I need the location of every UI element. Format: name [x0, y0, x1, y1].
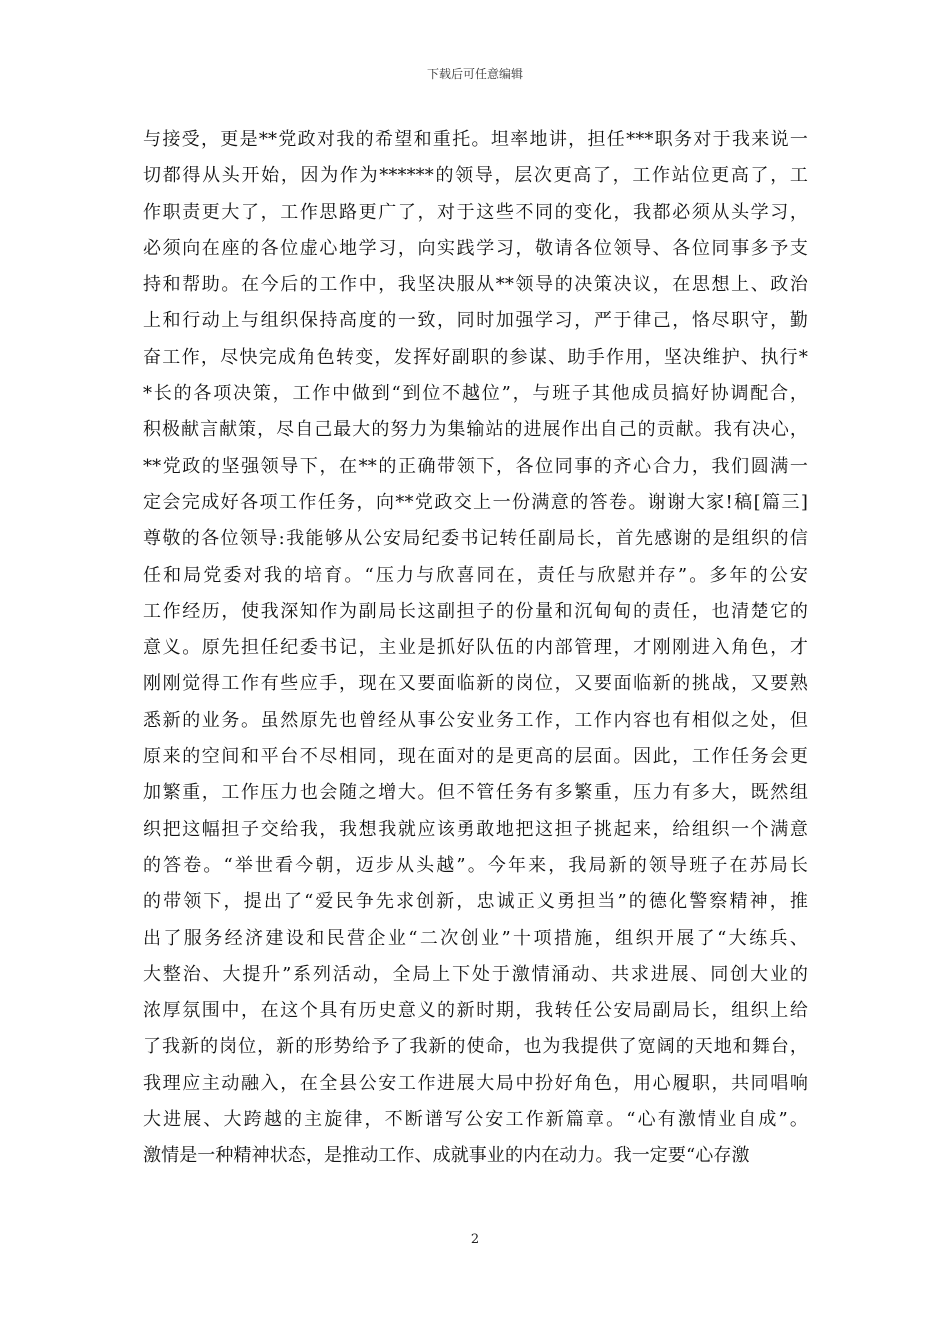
body-line-14: 工作经历，使我深知作为副局长这副担子的份量和沉甸甸的责任，也清楚它的 [143, 600, 808, 622]
body-line-21: 的答卷。“举世看今朝，迈步从头越”。今年来，我局新的领导班子在苏局长 [143, 854, 808, 876]
body-line-8: *长的各项决策，工作中做到“到位不越位”，与班子其他成员搞好协调配合， [143, 383, 808, 405]
body-line-15: 意义。原先担任纪委书记，主业是抓好队伍的内部管理，才刚刚进入角色，才 [143, 637, 808, 659]
body-line-25: 浓厚氛围中，在这个具有历史意义的新时期，我转任公安局副局长，组织上给 [143, 1000, 808, 1022]
body-line-22: 的带领下，提出了“爱民争先求创新，忠诚正义勇担当”的德化警察精神，推 [143, 891, 808, 913]
body-line-17: 悉新的业务。虽然原先也曾经从事公安业务工作，工作内容也有相似之处，但 [143, 709, 808, 731]
body-line-9: 积极献言献策，尽自己最大的努力为集输站的进展作出自己的贡献。我有决心， [143, 419, 808, 441]
body-line-4: 必须向在座的各位虚心地学习，向实践学习，敬请各位领导、各位同事多予支 [143, 237, 808, 259]
body-line-19: 加繁重，工作压力也会随之增大。但不管任务有多繁重，压力有多大，既然组 [143, 782, 808, 804]
body-line-26: 了我新的岗位，新的形势给予了我新的使命，也为我提供了宽阔的天地和舞台， [143, 1036, 808, 1058]
body-line-11: 定会完成好各项工作任务，向**党政交上一份满意的答卷。谢谢大家!稿[篇三] [143, 491, 808, 513]
body-line-27: 我理应主动融入，在全县公安工作进展大局中扮好角色，用心履职，共同唱响 [143, 1072, 808, 1094]
body-line-6: 上和行动上与组织保持高度的一致，同时加强学习，严于律己，恪尽职守，勤 [143, 310, 808, 332]
body-line-23: 出了服务经济建设和民营企业“二次创业”十项措施，组织开展了“大练兵、 [143, 927, 808, 949]
body-line-10: **党政的坚强领导下，在**的正确带领下，各位同事的齐心合力，我们圆满一 [143, 455, 808, 477]
body-line-3: 作职责更大了，工作思路更广了，对于这些不同的变化，我都必须从头学习， [143, 201, 808, 223]
body-line-1: 与接受，更是**党政对我的希望和重托。坦率地讲，担任***职务对于我来说一 [143, 129, 808, 150]
body-line-24: 大整治、大提升”系列活动，全局上下处于激情涌动、共求进展、同创大业的 [143, 963, 808, 985]
body-line-7: 奋工作，尽快完成角色转变，发挥好副职的参谋、助手作用，坚决维护、执行* [143, 346, 808, 368]
body-line-12: 尊敬的各位领导:我能够从公安局纪委书记转任副局长，首先感谢的是组织的信 [143, 528, 808, 550]
body-line-20: 织把这幅担子交给我，我想我就应该勇敢地把这担子挑起来，给组织一个满意 [143, 818, 808, 840]
body-line-28: 大进展、大跨越的主旋律，不断谱写公安工作新篇章。“心有激情业自成”。 [143, 1109, 808, 1131]
document-body [143, 122, 808, 1175]
body-line-2: 切都得从头开始，因为作为******的领导，层次更高了，工作站位更高了，工 [143, 165, 808, 187]
body-line-5: 持和帮助。在今后的工作中，我坚决服从**领导的决策决议，在思想上、政治 [143, 274, 808, 296]
body-line-18: 原来的空间和平台不尽相同，现在面对的是更高的层面。因此，工作任务会更 [143, 746, 808, 768]
body-line-16: 刚刚觉得工作有些应手，现在又要面临新的岗位，又要面临新的挑战，又要熟 [143, 673, 808, 695]
body-line-29: 激情是一种精神状态，是推动工作、成就事业的内在动力。我一定要“心存激 [143, 1145, 750, 1167]
page-header: 下载后可任意编辑 [426, 67, 523, 81]
page-number: 2 [470, 1232, 480, 1247]
body-line-13: 任和局党委对我的培育。“压力与欣喜同在，责任与欣慰并存”。多年的公安 [143, 564, 808, 586]
